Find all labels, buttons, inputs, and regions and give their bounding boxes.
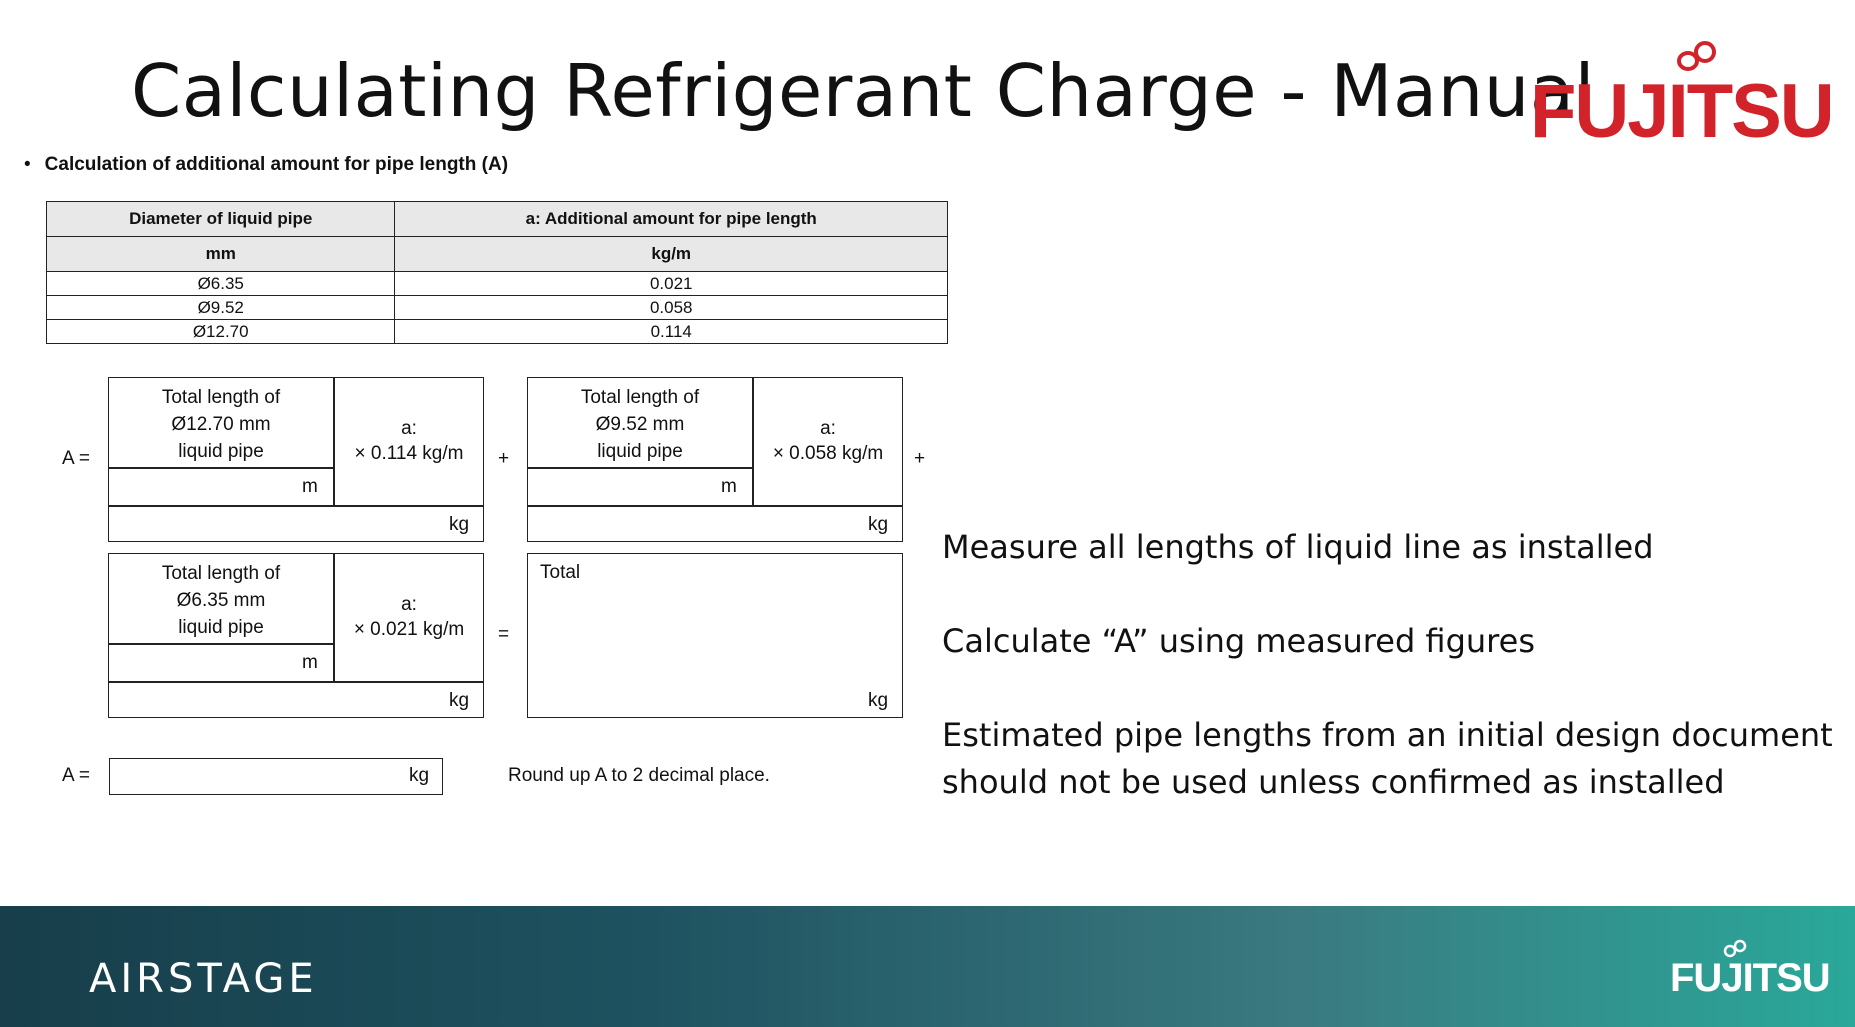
kg-input-635[interactable]: kg [449,690,470,711]
fujitsu-logo-text: FUJITSU [1530,69,1833,154]
plus-sign: + [498,448,510,469]
equals-sign: = [498,624,510,645]
note-calculate: Calculate “A” using measured figures [942,622,1535,660]
section-bullet: • Calculation of additional amount for pipe length (A) [24,154,509,175]
airstage-logo: AIRSTAGE [89,956,318,1002]
footer-fujitsu-logo [1670,938,1830,1008]
calc-box-635 [108,553,484,718]
table-row [47,320,948,344]
result-kg: kg [409,765,430,786]
slide-title: Calculating Refrigerant Charge - Manual [131,49,1595,133]
table-header-amount: a: Additional amount for pipe length [395,202,948,237]
footer-fujitsu-text: FUJITSU [1670,956,1830,1000]
note-measure: Measure all lengths of liquid line as installed [942,528,1654,566]
box-line3: liquid pipe [178,441,264,462]
note-estimated-line2: should not be used unless confirmed as installed [942,763,1725,801]
calc-box-952 [527,377,903,542]
table-cell: Ø6.35 [47,272,395,296]
table-cell: 0.114 [395,320,948,344]
length-input-952[interactable]: m [721,476,737,497]
fujitsu-logo [1530,38,1833,173]
length-input-635[interactable]: m [302,652,318,673]
table-unit-mm: mm [47,237,395,272]
a-label: a: [401,594,417,615]
table-cell: 0.058 [395,296,948,320]
box-line3: liquid pipe [597,441,683,462]
table-cell: 0.021 [395,272,948,296]
calc-box-1270 [108,377,484,542]
kg-input-1270[interactable]: kg [449,514,470,535]
total-label: Total [540,562,581,583]
kg-input-952[interactable]: kg [868,514,889,535]
table-cell: Ø9.52 [47,296,395,320]
table-row [47,296,948,320]
a-value: × 0.114 kg/m [354,443,464,464]
section-heading: Calculation of additional amount for pipe length (A) [44,154,509,175]
note-estimated-line1: Estimated pipe lengths from an initial design document [942,716,1833,754]
plus-sign: + [914,448,926,469]
table-unit-kgm: kg/m [395,237,948,272]
box-line1: Total length of [161,563,281,584]
box-line2: Ø6.35 mm [176,590,266,611]
formula-a-label: A = [62,448,90,469]
length-input-1270[interactable]: m [302,476,318,497]
box-line2: Ø9.52 mm [595,414,685,435]
table-cell: Ø12.70 [47,320,395,344]
round-up-note: Round up A to 2 decimal place. [508,765,770,786]
table-header-diameter: Diameter of liquid pipe [47,202,395,237]
total-kg: kg [868,690,889,711]
result-a-label: A = [62,765,90,786]
a-value: × 0.021 kg/m [353,619,465,640]
box-line1: Total length of [580,387,700,408]
box-line3: liquid pipe [178,617,264,638]
result-a-box[interactable] [109,758,443,795]
a-label: a: [401,418,417,439]
pipe-amount-table [46,201,948,344]
table-row [47,272,948,296]
box-line2: Ø12.70 mm [171,414,271,435]
box-line1: Total length of [161,387,281,408]
a-label: a: [820,418,836,439]
a-value: × 0.058 kg/m [772,443,884,464]
total-box[interactable] [527,553,903,718]
